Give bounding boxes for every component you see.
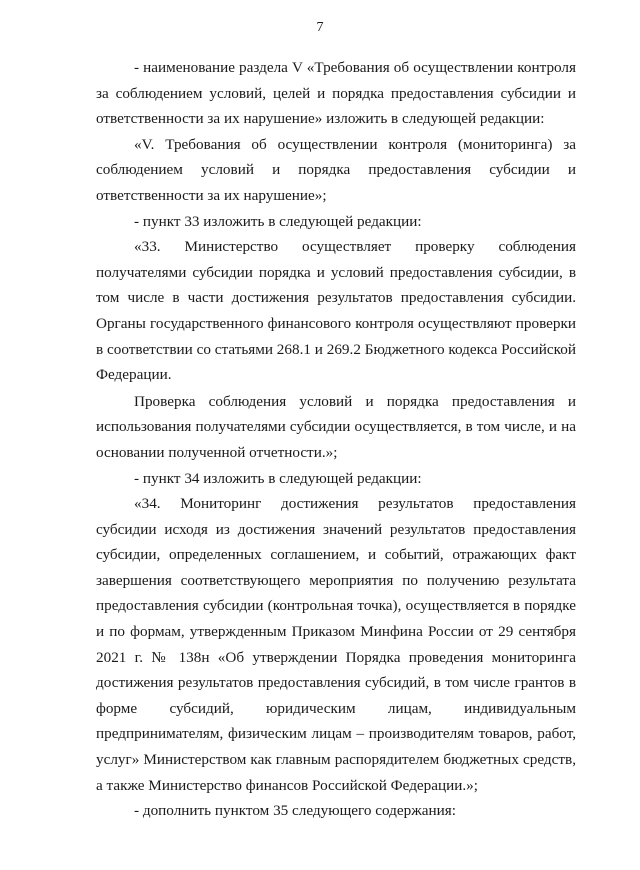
paragraph-item-33-intro: - пункт 33 изложить в следующей редакции: <box>134 212 422 230</box>
paragraph-section-v-rename: - наименование раздела V «Требования об осуществлении контроля за соблюдением условий, целей и порядка предоставления субсидии и ответственности за их нарушение» изложить в следующей редакции: <box>96 59 576 128</box>
paragraph-item-35-intro: - дополнить пунктом 35 следующего содержания: <box>134 802 456 820</box>
paragraph-item-34-intro: - пункт 34 изложить в следующей редакции: <box>134 469 422 487</box>
page-number: 7 <box>316 20 324 35</box>
paragraph-item-34-text: «34. Мониторинг достижения результатов предоставления субсидии исходя из достижения значений результатов предоставления субсидии, определенных соглашением, и событий, отражающих факт завершения соответствующего мероприятия по получению результата предоставления субсидии (контрольная точка), осуществляется в порядке и по формам, утвержденным Приказом Минфина России от 29 сентября 2021 г. № 138н «Об утверждении Порядка проведения мониторинга достижения результатов предоставления субсидий, в том числе грантов в форме субсидий, юридическим лицам, индивидуальным предпринимателям, физическим лицам – производителям товаров, работ, услуг» Министерством как главным распорядителем бюджетных средств, а также Министерство финансов Российской Федерации.»; <box>96 495 576 794</box>
paragraph-item-33-text: «33. Министерство осуществляет проверку соблюдения получателями субсидии порядка и условий предоставления субсидии, в том числе в части достижения результатов предоставления субсидии. Органы государственного финансового контроля осуществляют проверки в соответствии со статьями 268.1 и 269.2 Бюджетного кодекса Российской Федерации. <box>96 238 576 384</box>
paragraph-section-v-title: «V. Требования об осуществлении контроля (мониторинга) за соблюдением условий и порядка предоставления субсидии и ответственности за их нарушение»; <box>96 135 576 204</box>
document-body <box>96 55 576 824</box>
paragraph-item-33-check: Проверка соблюдения условий и порядка предоставления и использования получателями субсидии осуществляется, в том числе, и на основании полученной отчетности.»; <box>96 392 576 461</box>
